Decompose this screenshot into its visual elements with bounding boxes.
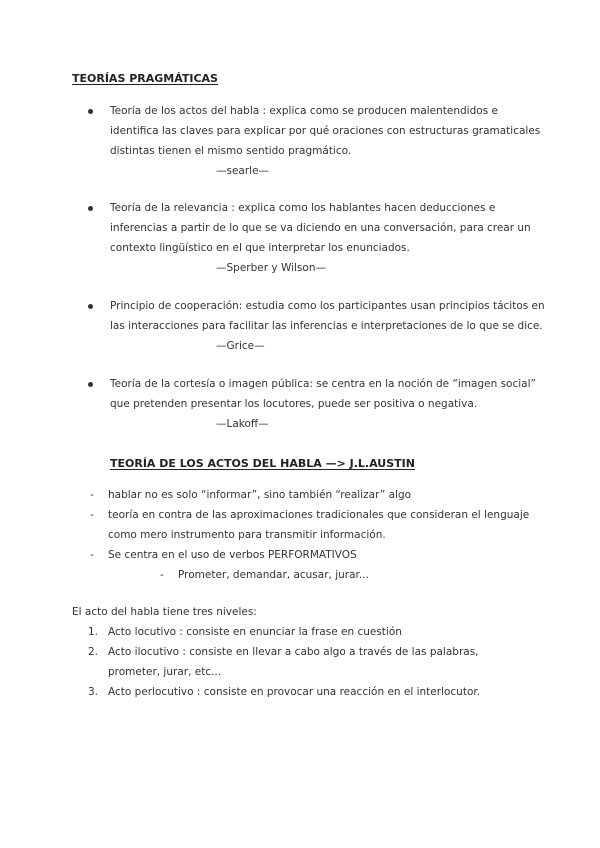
list-item-text: Se centra en el uso de verbos PERFORMATIVOS [108,549,357,561]
list-item [90,545,560,565]
theory-item-cooperacion [88,296,548,356]
theory-author: —Sperber y Wilson— [216,262,326,274]
austin-dash-list [90,485,560,585]
level-number: 3. [88,686,99,698]
dash-marker: - [90,509,94,521]
list-item [90,485,560,505]
level-item-perlocutivo [88,682,528,702]
bullet-icon [88,206,93,211]
theory-item-relevancia [88,198,548,278]
level-text: Acto ilocutivo : consiste en llevar a cabo algo a través de las palabras, prometer, jurar, etc... [108,646,479,678]
theory-text: Teoría de los actos del habla : explica como se producen malentendidos e identifica las claves para explicar por qué oraciones con estructuras gramaticales distintas tienen el mismo sentido pragmático. [110,105,541,157]
sub-list-item [90,565,560,585]
list-item-text: hablar no es solo “informar”, sino también “realizar” algo [108,489,412,501]
level-item-locutivo [88,622,528,642]
theory-author: —Lakoff— [216,418,269,430]
list-item [90,505,560,545]
theory-item-cortesia [88,374,548,434]
theory-author: —searle— [216,165,270,177]
theory-text: Principio de cooperación: estudia como los participantes usan principios tácitos en las interacciones para facilitar las inferencias e interpretaciones de lo que se dice. [110,300,545,332]
levels-list [88,622,528,702]
levels-intro: El acto del habla tiene tres niveles: [72,606,257,618]
dash-marker: - [90,549,94,561]
bullet-icon [88,304,93,309]
bullet-icon [88,382,93,387]
level-text: Acto perlocutivo : consiste en provocar una reacción en el interlocutor. [108,686,481,698]
dash-marker: - [90,489,94,501]
sub-list-item-text: Prometer, demandar, acusar, jurar... [178,569,369,581]
level-number: 1. [88,626,99,638]
section-title-austin: TEORÍA DE LOS ACTOS DEL HABLA —> J.L.AUSTIN [110,457,415,470]
theory-text: Teoría de la relevancia : explica como los hablantes hacen deducciones e inferencias a partir de lo que se va diciendo en una conversación, para crear un contexto lingüístico en el que interpretar los enunciados. [110,202,531,254]
theory-item-actos [88,101,548,181]
page-title: TEORÍAS PRAGMÁTICAS [72,72,218,85]
level-number: 2. [88,646,99,658]
theory-text: Teoría de la cortesía o imagen pública: se centra en la noción de “imagen social” que pretenden presentar los locutores, puede ser positiva o negativa. [110,378,536,410]
theory-author: —Grice— [216,340,265,352]
dash-marker: - [160,569,164,581]
level-text: Acto locutivo : consiste en enunciar la frase en cuestión [108,626,402,638]
bullet-icon [88,109,93,114]
list-item-text: teoría en contra de las aproximaciones tradicionales que consideran el lenguaje como mero instrumento para transmitir información. [108,509,530,541]
level-item-ilocutivo [88,642,528,682]
